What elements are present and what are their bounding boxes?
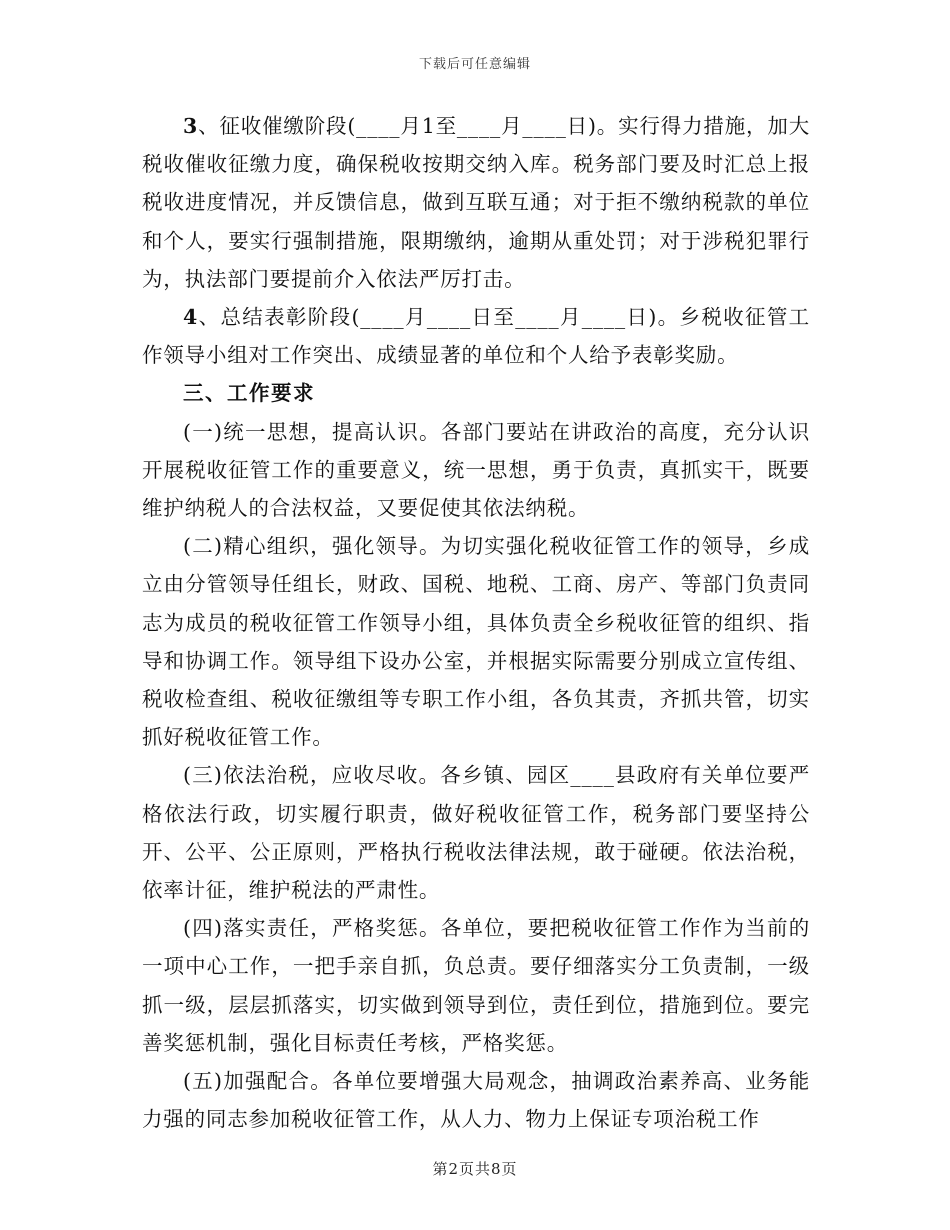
page-footer: 第2页共8页: [432, 1160, 518, 1178]
page-header: 下载后可任意编辑: [418, 57, 531, 72]
document-body: [142, 107, 810, 1138]
stage-4-text: 、总结表彰阶段(____月____日至____月____日)。乡税收征管工作领导小组对工作突出、成绩显著的单位和个人给予表彰奖励。: [142, 305, 810, 368]
section-heading: 三、工作要求: [183, 381, 315, 406]
requirement-2-paragraph: (二)精心组织，强化领导。为切实强化税收征管工作的领导，乡成立由分管领导任组长，财政、国税、地税、工商、房产、等部门负责同志为成员的税收征管工作领导小组，具体负责全乡税收征管的组织、指导和协调工作。领导组下设办公室，并根据实际需要分别成立宣传组、税收检查组、税收征缴组等专职工作小组，各负其责，齐抓共管，切实抓好税收征管工作。: [142, 534, 810, 750]
stage-3-paragraph: [142, 107, 810, 298]
requirement-5-paragraph: (五)加强配合。各单位要增强大局观念，抽调政治素养高、业务能力强的同志参加税收征管工作，从人力、物力上保证专项治税工作: [142, 1069, 810, 1132]
requirement-4-paragraph: (四)落实责任，严格奖惩。各单位，要把税收征管工作作为当前的一项中心工作，一把手亲自抓，负总责。要仔细落实分工负责制，一级抓一级，层层抓落实，切实做到领导到位，责任到位，措施到位。要完善奖惩机制，强化目标责任考核，严格奖惩。: [142, 916, 810, 1055]
stage-3-number: 3: [183, 114, 199, 138]
stage-4-number: 4: [183, 305, 199, 330]
requirement-3-paragraph: (三)依法治税，应收尽收。各乡镇、园区____县政府有关单位要严格依法行政，切实履行职责，做好税收征管工作，税务部门要坚持公开、公平、公正原则，严格执行税收法律法规，敢于碰硬。依法治税，依率计征，维护税法的严肃性。: [142, 763, 810, 903]
stage-4-paragraph: [142, 298, 810, 374]
requirement-1-paragraph: (一)统一思想，提高认识。各部门要站在讲政治的高度，充分认识开展税收征管工作的重要意义，统一思想，勇于负责，真抓实干，既要维护纳税人的合法权益，又要促使其依法纳税。: [142, 419, 810, 521]
stage-3-text: 、征收催缴阶段(____月1至____月____日)。实行得力措施，加大税收催收征缴力度，确保税收按期交纳入库。税务部门要及时汇总上报税收进度情况，并反馈信息，做到互联互通；对于拒不缴纳税款的单位和个人，要实行强制措施，限期缴纳，逾期从重处罚；对于涉税犯罪行为，执法部门要提前介入依法严厉打击。: [142, 114, 810, 291]
